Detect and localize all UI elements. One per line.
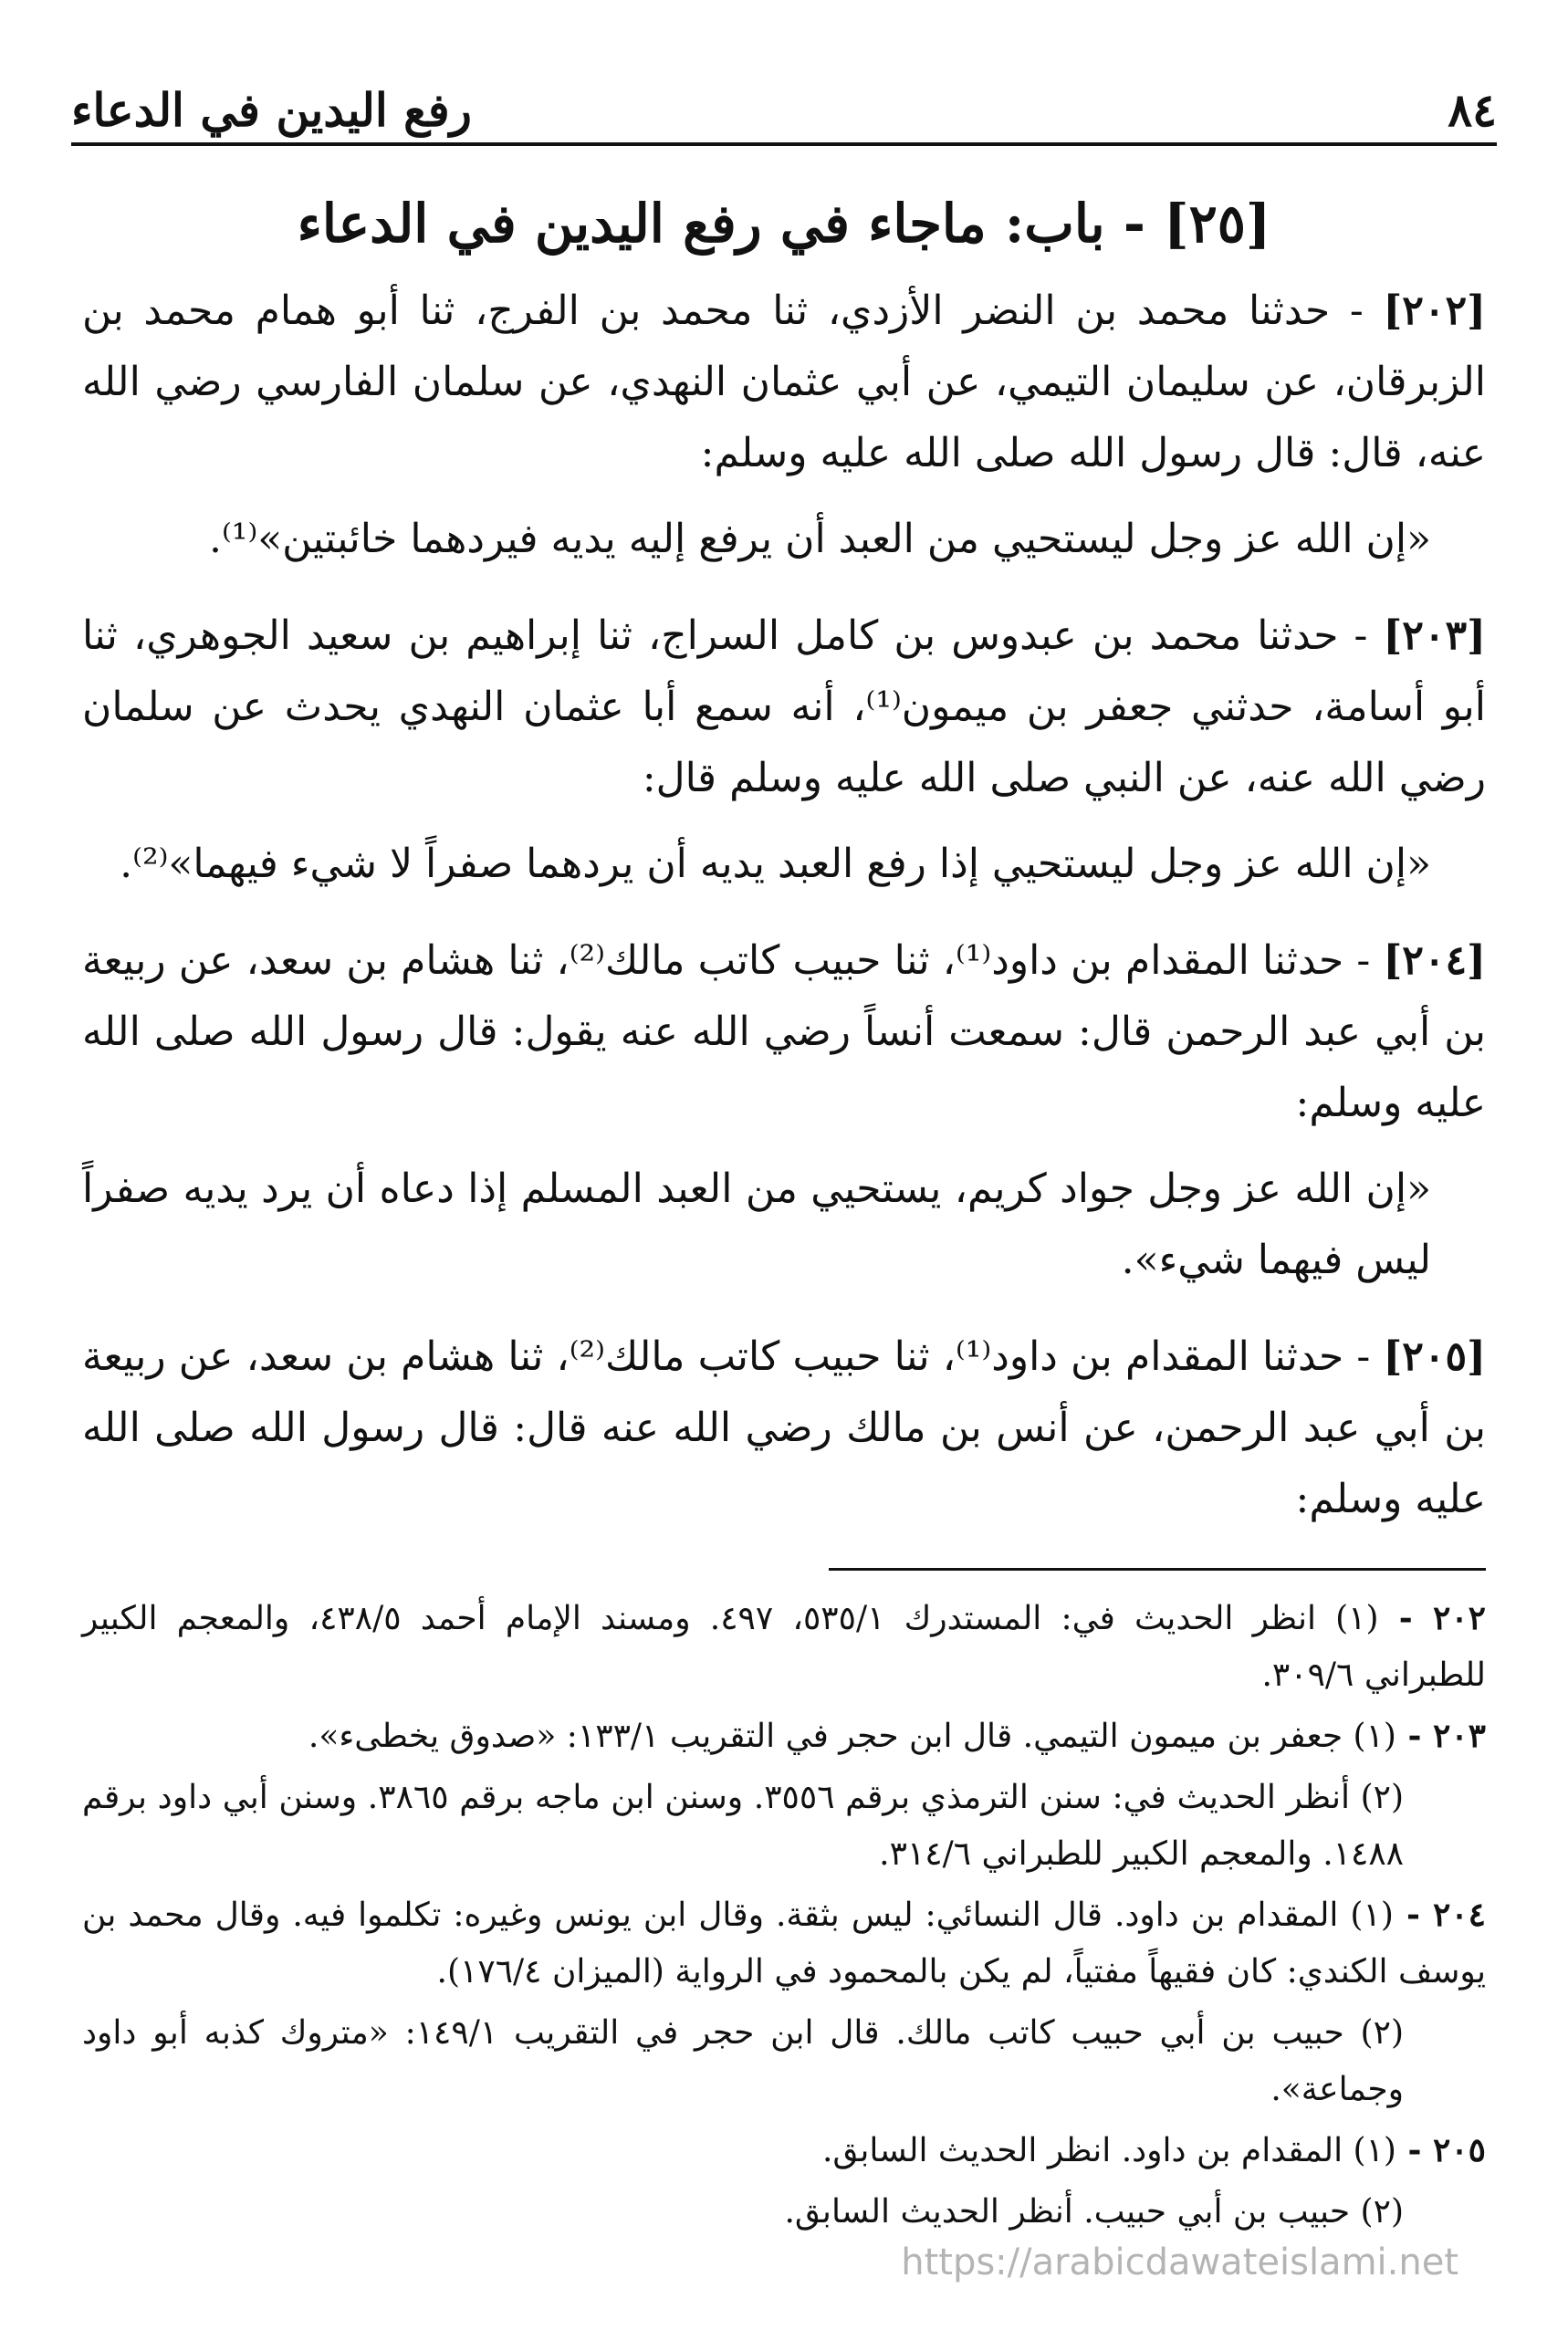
hadith-number: [٢٠٥]	[1383, 1333, 1486, 1380]
footnote	[82, 1886, 1486, 2001]
footnote-text: (١) المقدام بن داود. قال النسائي: ليس بثقة. وقال ابن يونس وغيره: تكلموا فيه. وقال محمد بن يوسف الكندي: كان فقيهاً مفتياً، لم يكن بالمحمود في الرواية (الميزان ١٧٦/٤).	[82, 1896, 1486, 1991]
footnote-ref: ٢٠٣ -	[1396, 1717, 1486, 1755]
hadith-202-matn: «إن الله عز وجل ليستحيي من العبد أن يرفع إليه يديه فيردهما خائبتين»⁽¹⁾.	[209, 516, 1431, 562]
footnote	[82, 1769, 1486, 1883]
hadith-204-matn: «إن الله عز وجل جواد كريم، يستحيي من العبد المسلم إذا دعاه أن يرد يديه صفراً ليس فيهما شيء».	[82, 1165, 1432, 1283]
hadith-number: [٢٠٤]	[1383, 937, 1486, 984]
main-text	[82, 276, 1486, 1550]
header-divider	[71, 142, 1497, 146]
hadith-number: [٢٠٢]	[1383, 287, 1486, 334]
footnote	[82, 2183, 1486, 2241]
footnote	[82, 2004, 1486, 2118]
page-number: ٨٤	[1448, 83, 1497, 137]
hadith-isnad-text: - حدثنا محمد بن عبدوس بن كامل السراج، ثنا إبراهيم بن سعيد الجوهري، ثنا أبو أسامة، حدثني جعفر بن ميمون⁽¹⁾، أنه سمع أبا عثمان النهدي يحدث عن سلمان رضي الله عنه، عن النبي صلى الله عليه وسلم قال:	[82, 612, 1486, 801]
watermark-url: https://arabicdawateislami.net	[901, 2241, 1458, 2283]
hadith-203-matn: «إن الله عز وجل ليستحيي إذا رفع العبد يديه أن يردهما صفراً لا شيء فيهما»⁽²⁾.	[120, 841, 1431, 887]
footnote	[82, 1708, 1486, 1765]
running-head	[71, 53, 1497, 137]
footnote-ref: ٢٠٢ -	[1378, 1599, 1486, 1637]
footnote-ref: ٢٠٤ -	[1393, 1896, 1486, 1934]
hadith-number: [٢٠٣]	[1383, 612, 1486, 659]
footnote	[82, 2122, 1486, 2179]
footnote-text: (١) المقدام بن داود. انظر الحديث السابق.	[821, 2132, 1396, 2169]
hadith-205-isnad	[82, 1322, 1486, 1535]
footnote-text: (٢) أنظر الحديث في: سنن الترمذي برقم ٣٥٥٦. وسنن ابن ماجه برقم ٣٨٦٥. وسنن أبي داود برقم ١٤٨٨. والمعجم الكبير للطبراني ٣١٤/٦.	[82, 1779, 1405, 1873]
footnotes	[82, 1590, 1486, 2244]
chapter-title: [٢٥] - باب: ماجاء في رفع اليدين في الدعاء	[297, 193, 1271, 255]
footnote-divider	[829, 1568, 1486, 1571]
hadith-isnad-text: - حدثنا المقدام بن داود⁽¹⁾، ثنا حبيب كاتب مالك⁽²⁾، ثنا هشام بن سعد، عن ربيعة بن أبي عبد الرحمن قال: سمعت أنساً رضي الله عنه يقول: قال رسول الله صلى الله عليه وسلم:	[82, 937, 1486, 1126]
hadith-isnad-text: - حدثنا محمد بن النضر الأزدي، ثنا محمد بن الفرج، ثنا أبو همام محمد بن الزبرقان، عن سليمان التيمي، عن أبي عثمان النهدي، عن سلمان الفارسي رضي الله عنه، قال: قال رسول الله صلى الله عليه وسلم:	[82, 287, 1486, 476]
footnote-text: (١) جعفر بن ميمون التيمي. قال ابن حجر في التقريب ١٣٣/١: «صدوق يخطىء».	[308, 1718, 1396, 1755]
hadith-202-isnad	[82, 276, 1486, 489]
running-title: رفع اليدين في الدعاء	[71, 83, 472, 137]
footnote-text: (١) انظر الحديث في: المستدرك ٥٣٥/١، ٤٩٧. ومسند الإمام أحمد ٤٣٨/٥، والمعجم الكبير للطبراني ٣٠٩/٦.	[82, 1600, 1486, 1694]
footnote	[82, 1590, 1486, 1704]
footnote-text: (٢) حبيب بن أبي حبيب كاتب مالك. قال ابن حجر في التقريب ١٤٩/١: «متروك كذبه أبو داود وجماعة».	[82, 2014, 1404, 2108]
hadith-204-isnad	[82, 925, 1486, 1139]
hadith-203-isnad	[82, 601, 1486, 814]
hadith-isnad-text: - حدثنا المقدام بن داود⁽¹⁾، ثنا حبيب كاتب مالك⁽²⁾، ثنا هشام بن سعد، عن ربيعة بن أبي عبد الرحمن، عن أنس بن مالك رضي الله عنه قال: قال رسول الله صلى الله عليه وسلم:	[82, 1333, 1486, 1522]
footnote-text: (٢) حبيب بن أبي حبيب. أنظر الحديث السابق.	[784, 2193, 1404, 2231]
footnote-ref: ٢٠٥ -	[1396, 2131, 1486, 2169]
